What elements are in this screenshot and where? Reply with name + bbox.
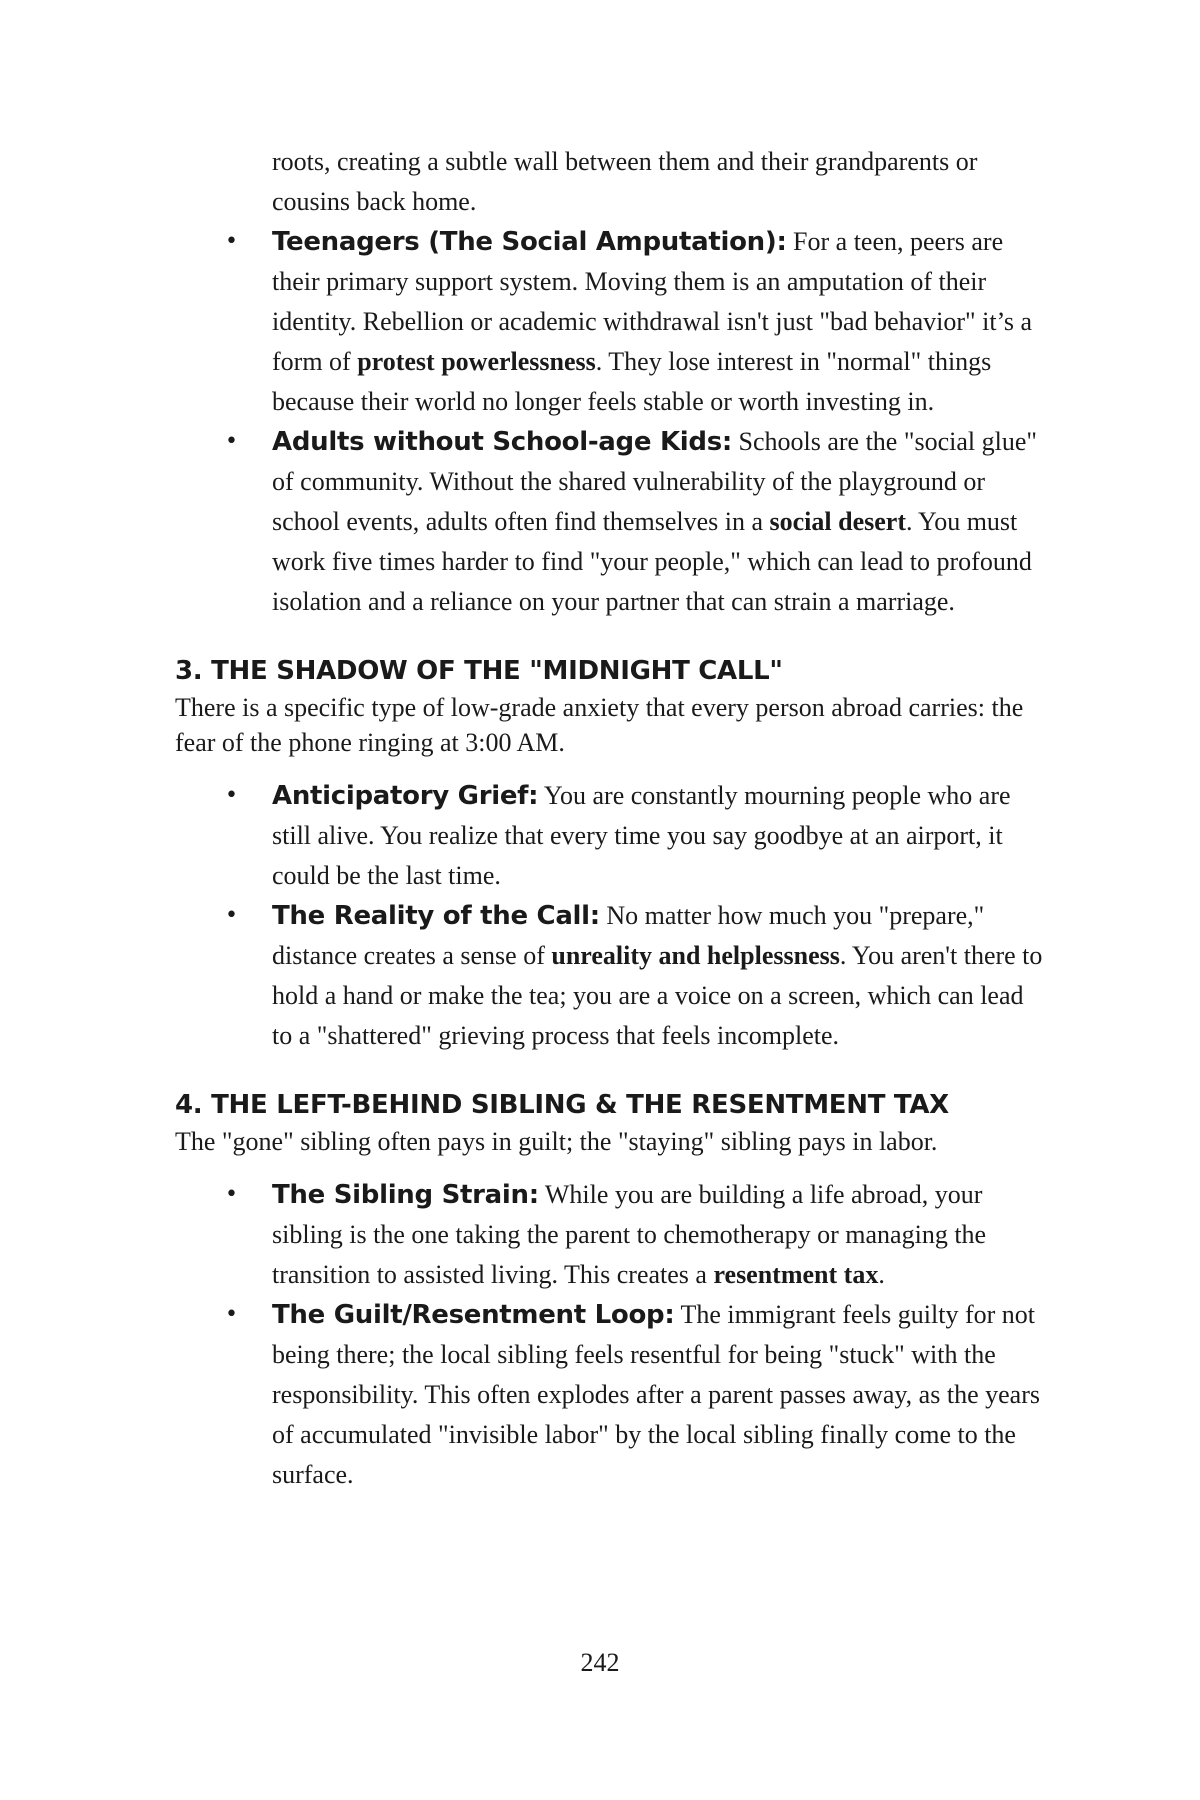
section3-intro: There is a specific type of low-grade anxiety that every person abroad carries: the fear of the phone ringing at 3:00 AM. bbox=[175, 693, 1024, 757]
bullet-term: Adults without School-age Kids: bbox=[272, 427, 732, 457]
bullet-dot-icon: • bbox=[225, 429, 238, 454]
section3-bullet-list bbox=[175, 776, 1050, 1056]
bullet-item-teenagers bbox=[175, 222, 1050, 422]
bullet-term: The Sibling Strain: bbox=[272, 1180, 539, 1210]
bullet-text-end: . bbox=[878, 1260, 885, 1289]
bullet-emphasis: protest powerlessness bbox=[357, 347, 596, 376]
bullet-item-anticipatory-grief bbox=[175, 776, 1050, 896]
bullet-text: You are constantly mourning people who are still alive. You realize that every time you say goodbye at an airport, it could be the last time. bbox=[272, 781, 1011, 890]
bullet-text-end: . You aren't there to hold a hand or make the tea; you are a voice on a screen, which can lead to a "shattered" grieving process that feels incomplete. bbox=[272, 941, 1043, 1050]
section2-bullet-list bbox=[175, 222, 1050, 622]
bullet-term: The Reality of the Call: bbox=[272, 901, 600, 931]
section3-heading: 3. THE SHADOW OF THE "MIDNIGHT CALL" bbox=[175, 656, 783, 686]
bullet-dot-icon: • bbox=[225, 229, 238, 254]
bullet-dot-icon: • bbox=[225, 783, 238, 808]
bullet-item-guilt-loop bbox=[175, 1295, 1050, 1495]
page-number: 242 bbox=[580, 1648, 620, 1677]
bullet-item-sibling-strain bbox=[175, 1175, 1050, 1295]
bullet-text: No matter how much you "prepare," distance creates a sense of bbox=[272, 901, 985, 970]
page-content bbox=[175, 142, 1050, 1495]
bullet-term: The Guilt/Resentment Loop: bbox=[272, 1300, 675, 1330]
section4-intro: The "gone" sibling often pays in guilt; the "staying" sibling pays in labor. bbox=[175, 1127, 938, 1156]
section4-heading: 4. THE LEFT-BEHIND SIBLING & THE RESENTMENT TAX bbox=[175, 1090, 949, 1120]
bullet-text-end: . You must work five times harder to find "your people," which can lead to profound isolation and a reliance on your partner that can strain a marriage. bbox=[272, 507, 1032, 616]
bullet-text: For a teen, peers are their primary support system. Moving them is an amputation of their identity. Rebellion or academic withdrawal isn't just "bad behavior" it’s a form of bbox=[272, 227, 1032, 376]
bullet-term: Teenagers (The Social Amputation): bbox=[272, 227, 787, 257]
bullet-dot-icon: • bbox=[225, 1182, 238, 1207]
bullet-emphasis: unreality and helplessness bbox=[551, 941, 840, 970]
bullet-item-reality-of-call bbox=[175, 896, 1050, 1056]
section4-bullet-list bbox=[175, 1175, 1050, 1495]
bullet-text: Schools are the "social glue" of community. Without the shared vulnerability of the playground or school events, adults often find themselves in a bbox=[272, 427, 1037, 536]
bullet-term: Anticipatory Grief: bbox=[272, 781, 539, 811]
bullet-emphasis: resentment tax bbox=[713, 1260, 879, 1289]
bullet-dot-icon: • bbox=[225, 1302, 238, 1327]
bullet-item-adults bbox=[175, 422, 1050, 622]
bullet-dot-icon: • bbox=[225, 903, 238, 928]
bullet-text: The immigrant feels guilty for not being there; the local sibling feels resentful for being "stuck" with the responsibility. This often explodes after a parent passes away, as the years of accumulated "invisible labor" by the local sibling finally come to the surface. bbox=[272, 1300, 1040, 1489]
bullet-emphasis: social desert bbox=[769, 507, 906, 536]
bullet-text: While you are building a life abroad, your sibling is the one taking the parent to chemotherapy or managing the transition to assisted living. This creates a bbox=[272, 1180, 987, 1289]
bullet-text-end: . They lose interest in "normal" things because their world no longer feels stable or worth investing in. bbox=[272, 347, 992, 416]
continuation-paragraph: roots, creating a subtle wall between them and their grandparents or cousins back home. bbox=[272, 147, 978, 216]
